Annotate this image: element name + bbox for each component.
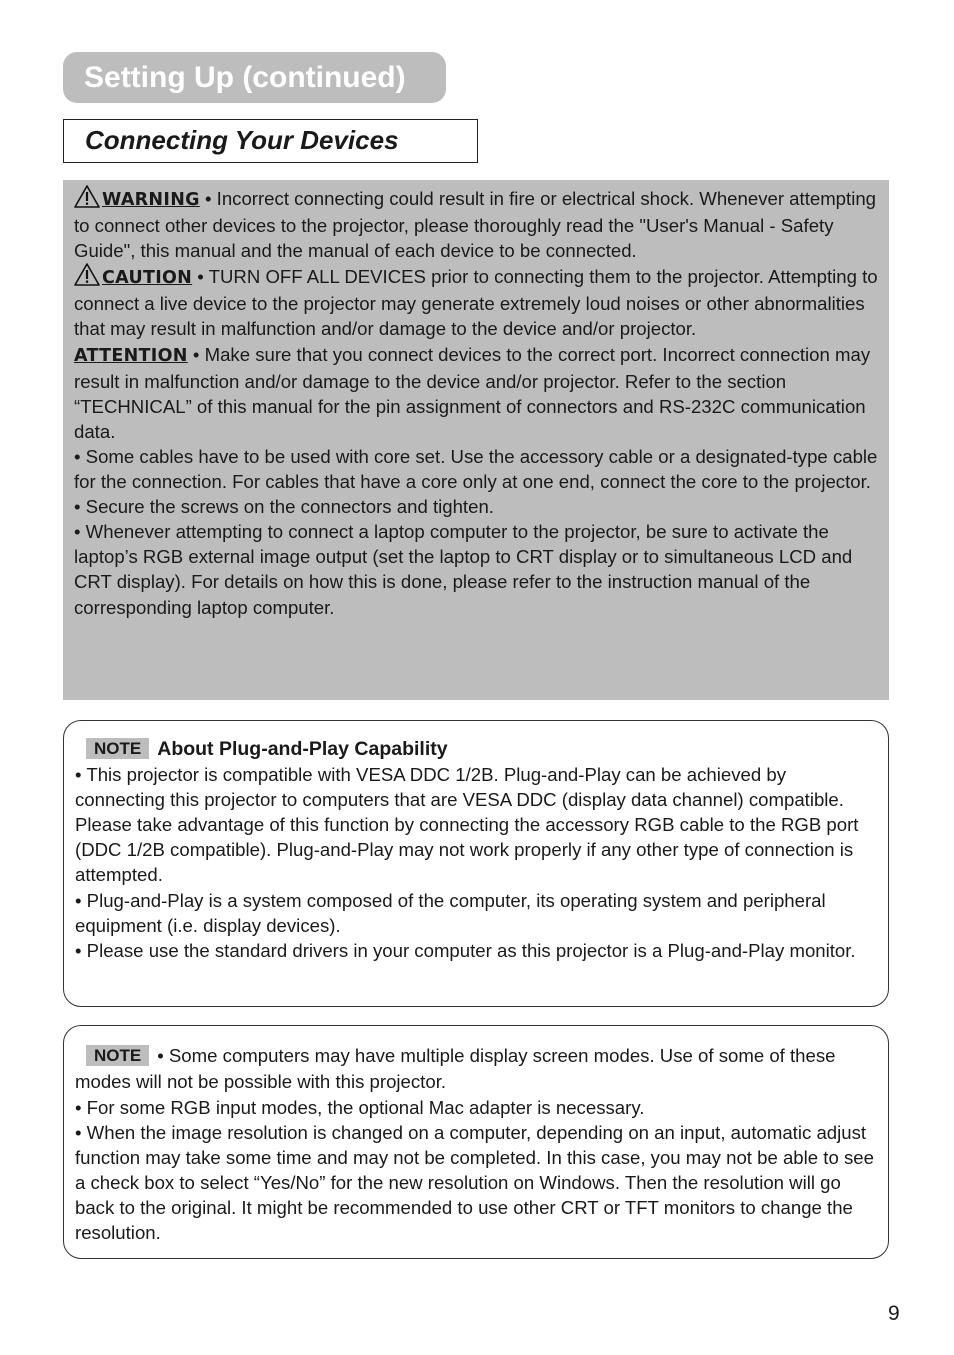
note-box-display-modes xyxy=(63,1025,889,1259)
attention-text: • Make sure that you connect devices to the correct port. Incorrect connection may result in malfunction and/or damage to the device and/or projector. Refer to the section “TECHNICAL” of this manual for the pin assignment of connectors and RS-232C communication data. xyxy=(74,343,871,442)
section-heading: Connecting Your Devices xyxy=(63,119,478,163)
note-bullet: • When the image resolution is changed on a computer, depending on an input, automatic adjust function may take some time and may not be completed. In this case, you may not be able to see a check box to select “Yes/No” for the new resolution on Windows. Then the resolution will go back to the original. It might be recommended to use other CRT or TFT monitors to change the resolution. xyxy=(75,1122,874,1244)
note-bullet: • Please use the standard drivers in your computer as this projector is a Plug-and-Play monitor. xyxy=(75,939,856,961)
note-heading: About Plug-and-Play Capability xyxy=(157,738,448,760)
caution-text: • TURN OFF ALL DEVICES prior to connecting them to the projector. Attempting to connect a live device to the projector may generate extremely loud noises or other abnormalities that may result in malfunction and/or damage to the device and/or projector. xyxy=(74,266,878,340)
note-box-plug-and-play xyxy=(63,720,889,1007)
note-bullet: • Plug-and-Play is a system composed of the computer, its operating system and peripheral equipment (i.e. display devices). xyxy=(75,889,826,936)
warning-paragraph xyxy=(74,185,879,263)
warning-label: WARNING xyxy=(102,190,200,210)
caution-label: CAUTION xyxy=(102,268,193,289)
attention-paragraph xyxy=(74,342,879,444)
note-tag: NOTE xyxy=(86,1045,149,1066)
warning-bullet: • Whenever attempting to connect a laptop computer to the projector, be sure to activate the laptop’s RGB external image output (set the laptop to CRT display or to simultaneous LCD and CRT display). For details on how this is done, please refer to the instruction manual of the corresponding laptop computer. xyxy=(74,521,853,618)
warning-bullet: • Secure the screws on the connectors and tighten. xyxy=(74,496,494,518)
note-bullet: • Some computers may have multiple display screen modes. Use of some of these modes will not be possible with this projector. xyxy=(75,1045,836,1092)
warning-block xyxy=(63,180,889,700)
note-bullet: • This projector is compatible with VESA DDC 1/2B. Plug-and-Play can be achieved by connecting this projector to computers that are VESA DDC (display data channel) compatible. Please take advantage of this function by connecting the accessory RGB cable to the RGB port (DDC 1/2B compatible). Plug-and-Play may not work properly if any other type of connection is attempted. xyxy=(75,764,859,886)
warning-icon xyxy=(74,185,100,208)
note-heading-line xyxy=(75,736,878,762)
attention-label: ATTENTION xyxy=(74,345,188,366)
page-number: 9 xyxy=(888,1302,900,1325)
caution-paragraph xyxy=(74,263,879,341)
page-title: Setting Up (continued) xyxy=(63,52,446,103)
note-bullet: • For some RGB input modes, the optional Mac adapter is necessary. xyxy=(75,1097,645,1118)
note-first-line xyxy=(75,1043,878,1095)
warning-bullet: • Some cables have to be used with core set. Use the accessory cable or a designated-type cable for the connection. For cables that have a core only at one end, connect the core to the projector. xyxy=(74,445,878,493)
caution-icon xyxy=(74,263,100,286)
warning-text: • Incorrect connecting could result in fire or electrical shock. Whenever attempting to connect other devices to the projector, please thoroughly read the "User's Manual - Safety Guide", this manual and the manual of each device to be connected. xyxy=(74,188,877,262)
note-tag: NOTE xyxy=(86,738,149,759)
